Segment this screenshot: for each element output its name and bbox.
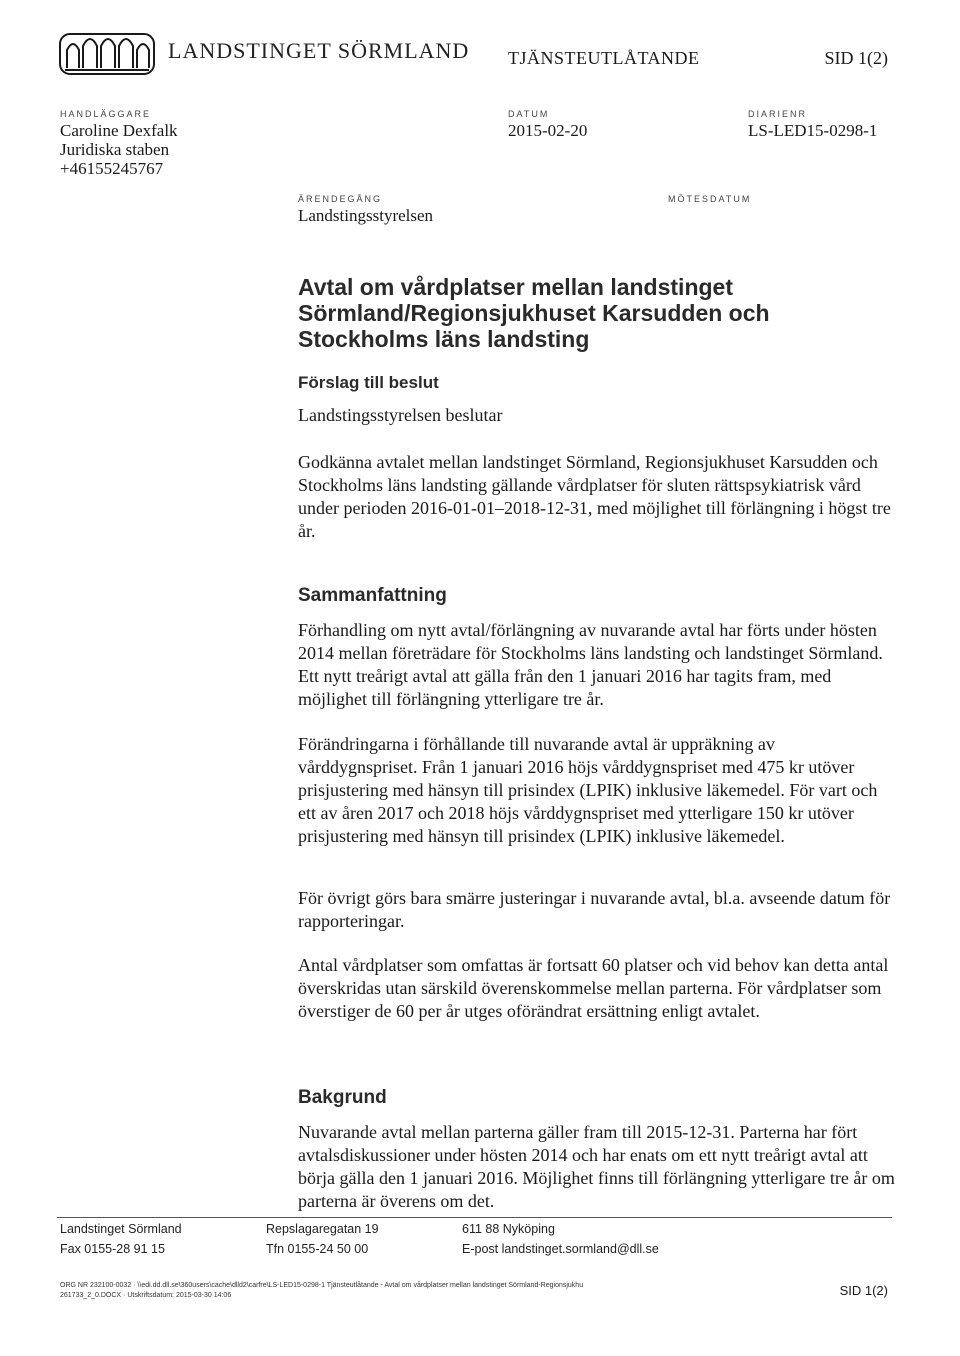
footer-page-indicator: SID 1(2) bbox=[839, 1283, 888, 1298]
datum-label: DATUM bbox=[508, 109, 550, 119]
title-line: Avtal om vårdplatser mellan landstinget bbox=[298, 274, 733, 300]
sammanfattning-paragraph: Förhandling om nytt avtal/förlängning av nuvarande avtal har förts under hösten 2014 mellan företrädare för Stockholms läns landsting och landstinget Sörmland. Ett nytt treårigt avtal att gälla från den 1 januari 2016 har tagits fram, med möjlighet till förlängning ytterligare tre år. bbox=[298, 620, 883, 709]
forslag-decision: Godkänna avtalet mellan landstinget Sörmland, Regionsjukhuset Karsudden och Stockholms läns landsting gällande vårdplatser för sluten rättspsykiatrisk vård under perioden 2016-01-01–2018-12-31, med möjlighet till förlängning i högst tre år. bbox=[298, 452, 891, 541]
footer-fax: Fax 0155-28 91 15 bbox=[60, 1242, 165, 1256]
forslag-intro: Landstingsstyrelsen beslutar bbox=[298, 405, 503, 425]
footer-divider bbox=[57, 1217, 892, 1218]
footer-phone: Tfn 0155-24 50 00 bbox=[266, 1242, 369, 1256]
document-type: TJÄNSTEUTLÅTANDE bbox=[508, 48, 700, 68]
footer-print-date: 261733_2_0.DOCX · Utskriftsdatum: 2015-03-30 14:06 bbox=[60, 1292, 232, 1299]
bakgrund-paragraph: Nuvarande avtal mellan parterna gäller fram till 2015-12-31. Parterna har fört avtalsdiskussioner under hösten 2014 och har enats om ett nytt treårigt avtal att börja gälla den 1 januari 2016. Möjlighet finns till förlängning ytterligare tre år om parterna är överens om det. bbox=[298, 1122, 895, 1211]
handlaggare-name: Caroline Dexfalk bbox=[60, 121, 178, 140]
footer-postal: 611 88 Nyköping bbox=[462, 1222, 555, 1236]
sammanfattning-paragraph: Förändringarna i förhållande till nuvarande avtal är uppräkning av vårddygnspriset. Från 1 januari 2016 höjs vårddygnspriset med 475 kr utöver prisjustering med hänsyn till prisindex (LPIK) inklusive läkemedel. För vart och ett av åren 2017 och 2018 höjs vårddygnspriset med ytterligare 150 kr utöver prisjustering med hänsyn till prisindex (LPIK) inklusive läkemedel. bbox=[298, 734, 878, 846]
arendegang-label: ÄRENDEGÅNG bbox=[298, 194, 383, 204]
landstinget-logo-icon bbox=[57, 28, 157, 78]
footer-address: Repslagaregatan 19 bbox=[266, 1222, 379, 1236]
sammanfattning-paragraph: För övrigt görs bara smärre justeringar i nuvarande avtal, bl.a. avseende datum för rapporteringar. bbox=[298, 888, 891, 931]
sammanfattning-heading: Sammanfattning bbox=[298, 585, 447, 606]
page-indicator: SID 1(2) bbox=[824, 48, 888, 68]
datum-value: 2015-02-20 bbox=[508, 121, 588, 140]
sammanfattning-paragraph: Antal vårdplatser som omfattas är fortsatt 60 platser och vid behov kan detta antal överskridas utan särskild överenskommelse mellan parterna. För vårdplatser som överstiger de 60 per år utges oförändrat ersättning enligt avtalet. bbox=[298, 955, 889, 1021]
arendegang-value: Landstingsstyrelsen bbox=[298, 206, 434, 225]
motesdatum-label: MÖTESDATUM bbox=[668, 194, 752, 204]
footer-reference: ORG NR 232100-0032 · \\edi.dd.dll.se\360users\cache\dlld2\carfre\LS-LED15-0298-1 Tjänsteutlåtande - Avtal om vårdplatser mellan landstinget Sörmland-Regionsjukhu bbox=[60, 1282, 584, 1289]
bakgrund-heading: Bakgrund bbox=[298, 1087, 387, 1108]
diarienr-value: LS-LED15-0298-1 bbox=[748, 121, 878, 140]
diarienr-label: DIARIENR bbox=[748, 109, 808, 119]
handlaggare-phone: +46155245767 bbox=[60, 159, 164, 178]
footer-email: E-post landstinget.sormland@dll.se bbox=[462, 1242, 659, 1256]
document-title bbox=[298, 274, 898, 352]
handlaggare-unit: Juridiska staben bbox=[60, 140, 170, 159]
forslag-heading: Förslag till beslut bbox=[298, 373, 439, 392]
title-line: Stockholms läns landsting bbox=[298, 326, 590, 352]
handlaggare-label: HANDLÄGGARE bbox=[60, 109, 152, 119]
org-name: LANDSTINGET SÖRMLAND bbox=[168, 38, 470, 63]
footer-org: Landstinget Sörmland bbox=[60, 1222, 182, 1236]
title-line: Sörmland/Regionsjukhuset Karsudden och bbox=[298, 300, 770, 326]
